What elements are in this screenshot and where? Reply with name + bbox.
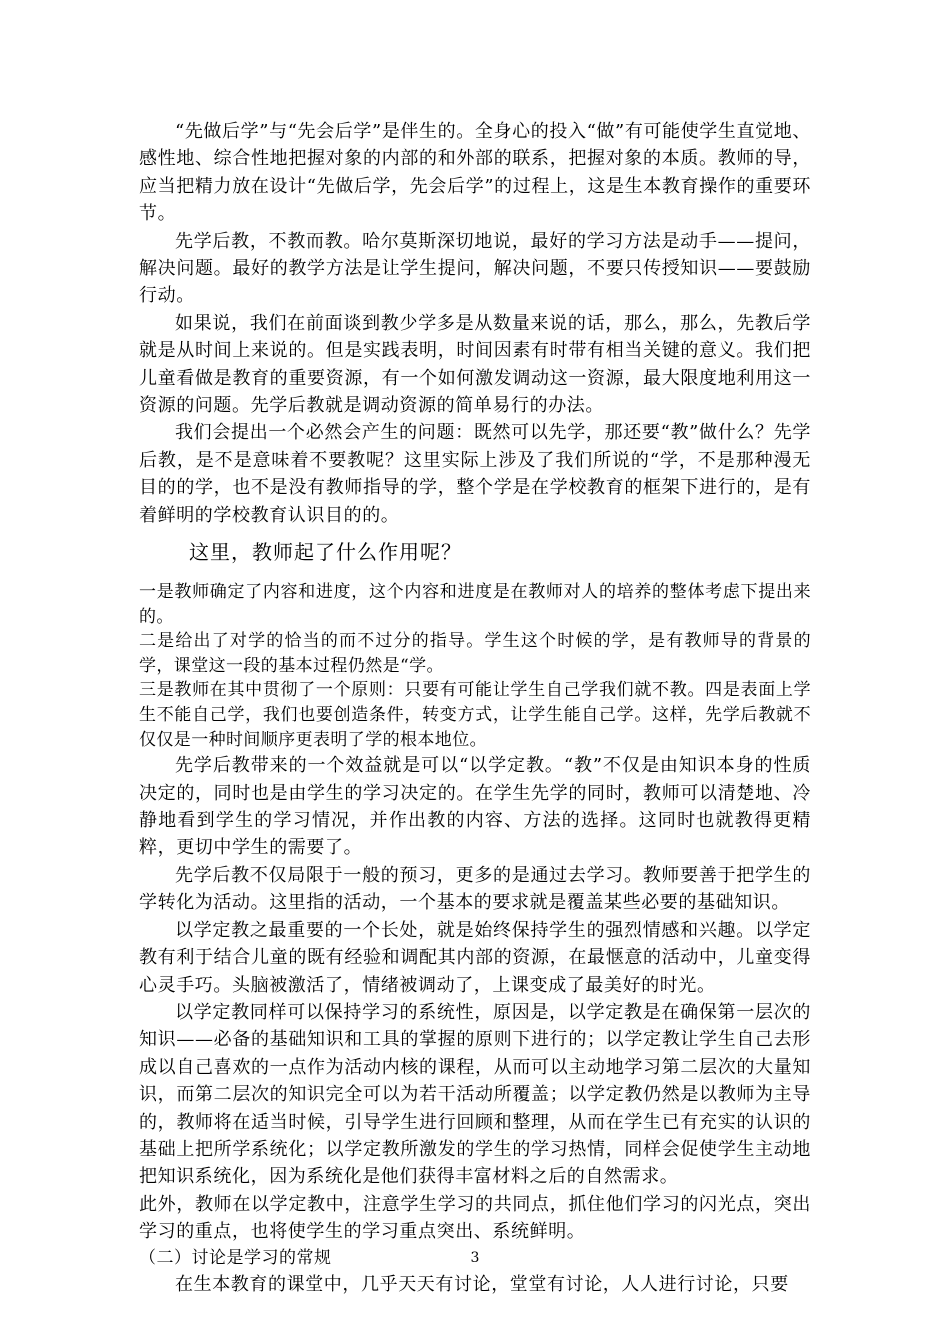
paragraph: 先学后教，不教而教。哈尔莫斯深切地说，最好的学习方法是动手——提问，解决问题。最好的教学方法是让学生提问，解决问题，不要只传授知识——要鼓励行动。 [139, 230, 811, 307]
list-item: 一是教师确定了内容和进度，这个内容和进度是在教师对人的培养的整体考虑下提出来的。 [139, 582, 811, 627]
page-number: 3 [470, 1250, 480, 1266]
paragraph: “先做后学”与“先会后学”是伴生的。全身心的投入“做”有可能使学生直觉地、感性地、综合性地把握对象的内部的和外部的联系，把握对象的本质。教师的导，应当把精力放在设计“先做后学，先会后学”的过程上，这是生本教育操作的重要环节。 [139, 121, 811, 225]
list-item: 二是给出了对学的恰当的而不过分的指导。学生这个时候的学，是有教师导的背景的学，课堂这一段的基本过程仍然是“学。 [139, 631, 811, 676]
page-body [139, 118, 811, 1298]
section-heading: 这里，教师起了什么作用呢？ [189, 540, 462, 565]
paragraph: 如果说，我们在前面谈到教少学多是从数量来说的话，那么，那么，先教后学就是从时间上来说的。但是实践表明，时间因素有时带有相当关键的意义。我们把儿童看做是教育的重要资源，有一个如何激发调动这一资源，最大限度地利用这一资源的问题。先学后教就是调动资源的简单易行的办法。 [139, 312, 811, 417]
paragraph: 我们会提出一个必然会产生的问题：既然可以先学，那还要“教”做什么？先学后教，是不是意味着不要教呢？这里实际上涉及了我们所说的“学，不是那种漫无目的的学，也不是没有教师指导的学，整个学是在学校教育的框架下进行的，是有着鲜明的学校教育认识目的的。 [139, 422, 811, 526]
subheading: （二）讨论是学习的常规 [139, 1247, 332, 1268]
paragraph-continuation: 此外，教师在以学定教中，注意学生学习的共同点，抓住他们学习的闪光点，突出学习的重点，也将使学生的学习重点突出、系统鲜明。 [139, 1193, 811, 1243]
paragraph: 在生本教育的课堂中，几乎天天有讨论，堂堂有讨论，人人进行讨论，只要 [175, 1273, 789, 1295]
paragraph: 以学定教同样可以保持学习的系统性，原因是，以学定教是在确保第一层次的知识——必备的基础知识和工具的掌握的原则下进行的；以学定教让学生自己去形成以自己喜欢的一点作为活动内核的课程，从而可以主动地学习第二层次的大量知识，而第二层次的知识完全可以为若干活动所覆盖；以学定教仍然是以教师为主导的，教师将在适当时候，引导学生进行回顾和整理，从而在学生已有充实的认识的基础上把所学系统化；以学定教所激发的学生的学习热情，同样会促使学生主动地把知识系统化，因为系统化是他们获得丰富材料之后的自然需求。 [139, 1001, 811, 1188]
paragraph: 以学定教之最重要的一个长处，就是始终保持学生的强烈情感和兴趣。以学定教有利于结合儿童的既有经验和调配其内部的资源，在最惬意的活动中，儿童变得心灵手巧。头脑被激活了，情绪被调动了，上课变成了最美好的时光。 [139, 919, 811, 996]
paragraph: 先学后教不仅局限于一般的预习，更多的是通过去学习。教师要善于把学生的学转化为活动。这里指的活动，一个基本的要求就是覆盖某些必要的基础知识。 [139, 864, 811, 914]
list-item: 三是教师在其中贯彻了一个原则：只要有可能让学生自己学我们就不教。四是表面上学生不能自己学，我们也要创造条件，转变方式，让学生能自己学。这样，先学后教就不仅仅是一种时间顺序更表明了学的根本地位。 [139, 680, 811, 750]
paragraph: 先学后教带来的一个效益就是可以“以学定教。“教”不仅是由知识本身的性质决定的，同时也是由学生的学习决定的。在学生先学的同时，教师可以清楚地、冷静地看到学生的学习情况，并作出教的内容、方法的选择。这同时也就教得更精粹，更切中学生的需要了。 [139, 755, 811, 859]
